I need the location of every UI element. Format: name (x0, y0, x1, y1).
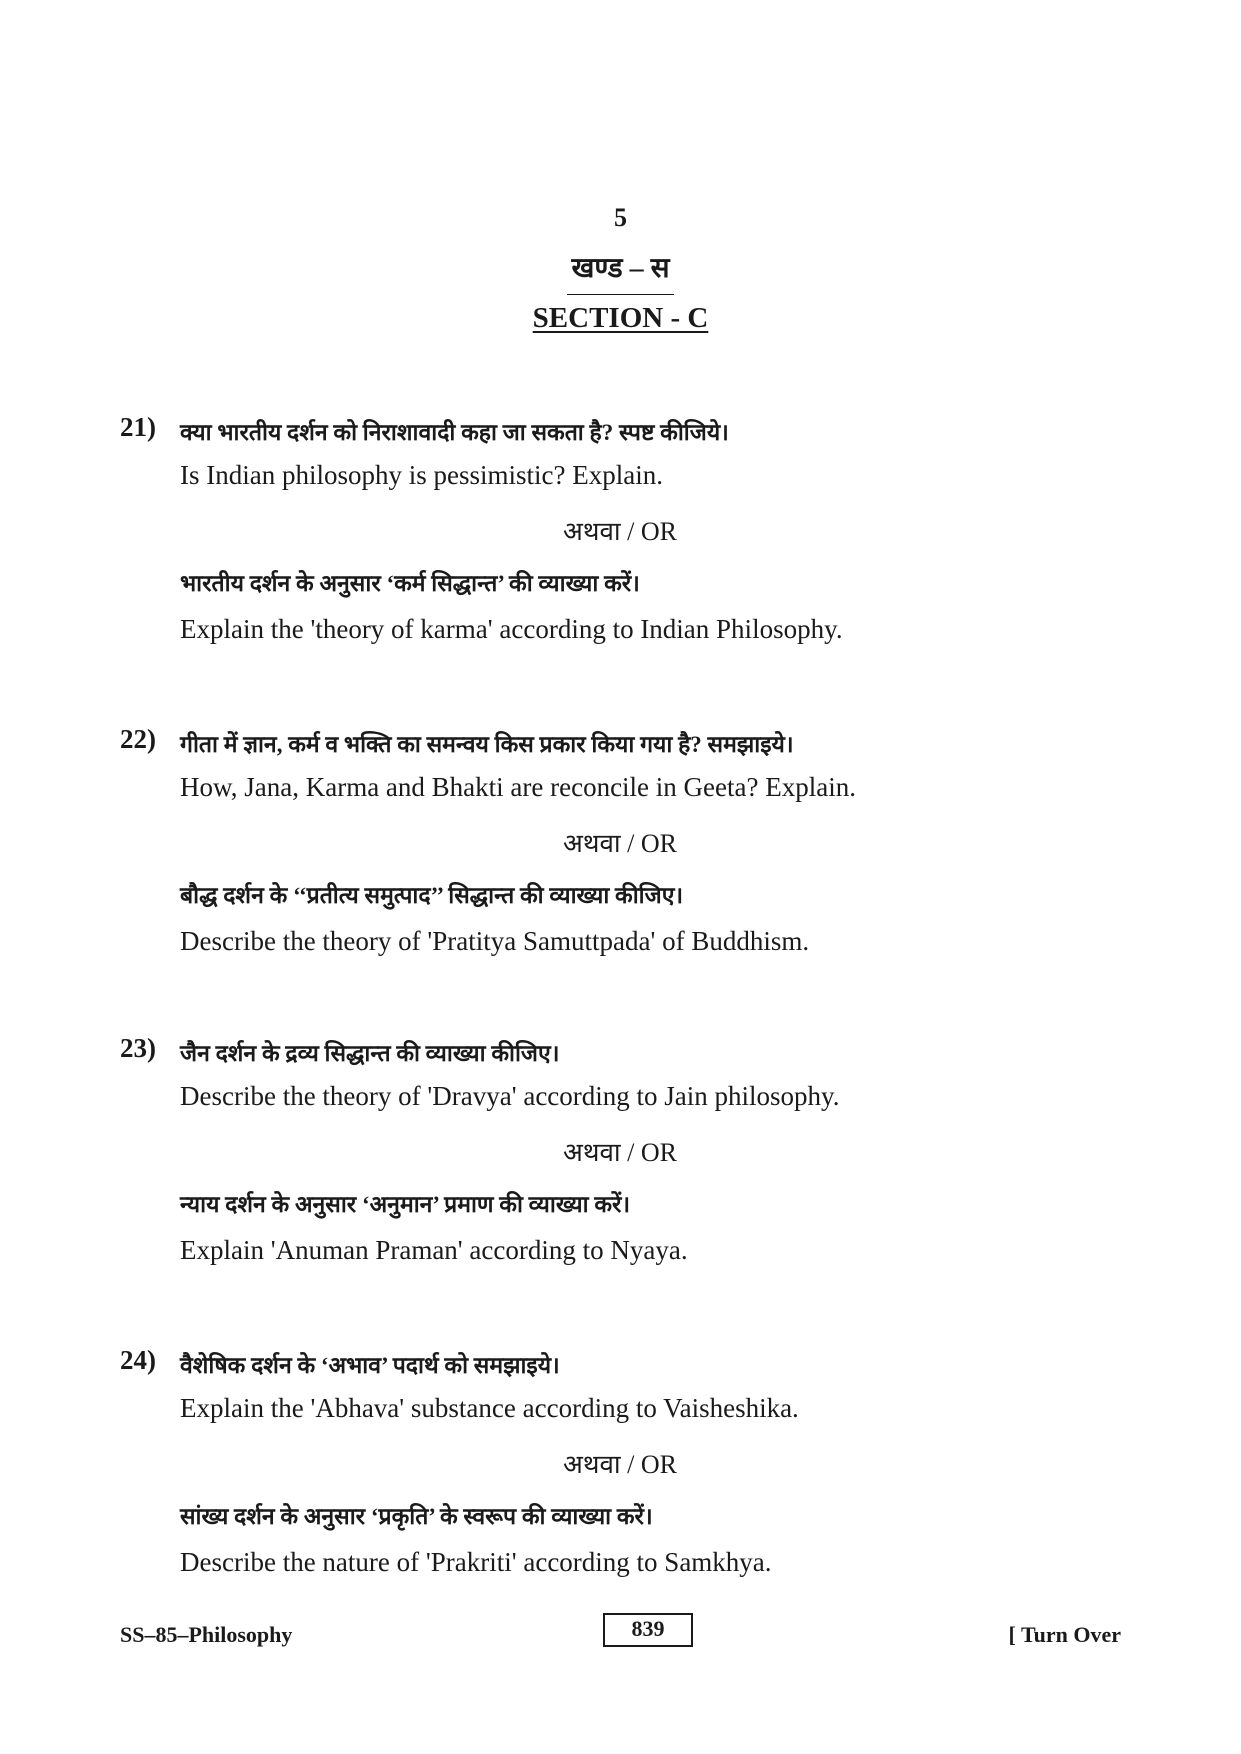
footer-page-code: 839 (603, 1613, 693, 1647)
section-title-hindi-text: खण्ड – स (567, 248, 673, 295)
question-english: Is Indian philosophy is pessimistic? Explain. (180, 460, 663, 490)
page-number: 5 (614, 203, 627, 232)
alternative-hindi: बौद्ध दर्शन के ‘‘प्रतीत्य समुत्पाद’’ सिद्धान्त की व्याख्या कीजिए। (180, 883, 684, 908)
or-label: अथवा / OR (562, 1450, 677, 1479)
question-english: Describe the theory of 'Dravya' according to Jain philosophy. (180, 1081, 840, 1111)
alternative-hindi: न्याय दर्शन के अनुसार ‘अनुमान’ प्रमाण की व्याख्या करें। (180, 1192, 631, 1217)
footer-paper-code: SS–85–Philosophy (120, 1622, 293, 1647)
question-english: Explain the 'Abhava' substance according to Vaisheshika. (180, 1393, 799, 1423)
question-number: 23) (120, 1033, 156, 1063)
question-hindi: जैन दर्शन के द्रव्य सिद्धान्त की व्याख्या कीजिए। (180, 1041, 560, 1066)
alternative-english: Describe the theory of 'Pratitya Samuttpada' of Buddhism. (180, 926, 810, 956)
or-label: अथवा / OR (562, 1138, 677, 1167)
or-label: अथवा / OR (562, 829, 677, 858)
question-hindi: वैशेषिक दर्शन के ‘अभाव’ पदार्थ को समझाइये। (180, 1353, 560, 1378)
question-hindi: क्या भारतीय दर्शन को निराशावादी कहा जा सकता है? स्पष्ट कीजिये। (180, 420, 729, 445)
or-label: अथवा / OR (562, 517, 677, 546)
section-title-hindi (0, 248, 1241, 295)
section-title-english (0, 302, 1241, 335)
alternative-english: Explain 'Anuman Praman' according to Nyaya. (180, 1235, 688, 1265)
alternative-english: Describe the nature of 'Prakriti' according to Samkhya. (180, 1547, 772, 1577)
alternative-hindi: भारतीय दर्शन के अनुसार ‘कर्म सिद्धान्त’ की व्याख्या करें। (180, 571, 640, 596)
alternative-hindi: सांख्य दर्शन के अनुसार ‘प्रकृति’ के स्वरूप की व्याख्या करें। (180, 1504, 653, 1529)
question-number: 21) (120, 412, 156, 442)
question-number: 22) (120, 724, 156, 754)
question-number: 24) (120, 1345, 156, 1375)
section-title-english-text: SECTION - C (532, 302, 709, 334)
alternative-english: Explain the 'theory of karma' according to Indian Philosophy. (180, 614, 843, 644)
question-hindi: गीता में ज्ञान, कर्म व भक्ति का समन्वय किस प्रकार किया गया है? समझाइये। (180, 732, 794, 757)
question-english: How, Jana, Karma and Bhakti are reconcile in Geeta? Explain. (180, 772, 856, 802)
footer-turn-over: [ Turn Over (1008, 1622, 1121, 1647)
